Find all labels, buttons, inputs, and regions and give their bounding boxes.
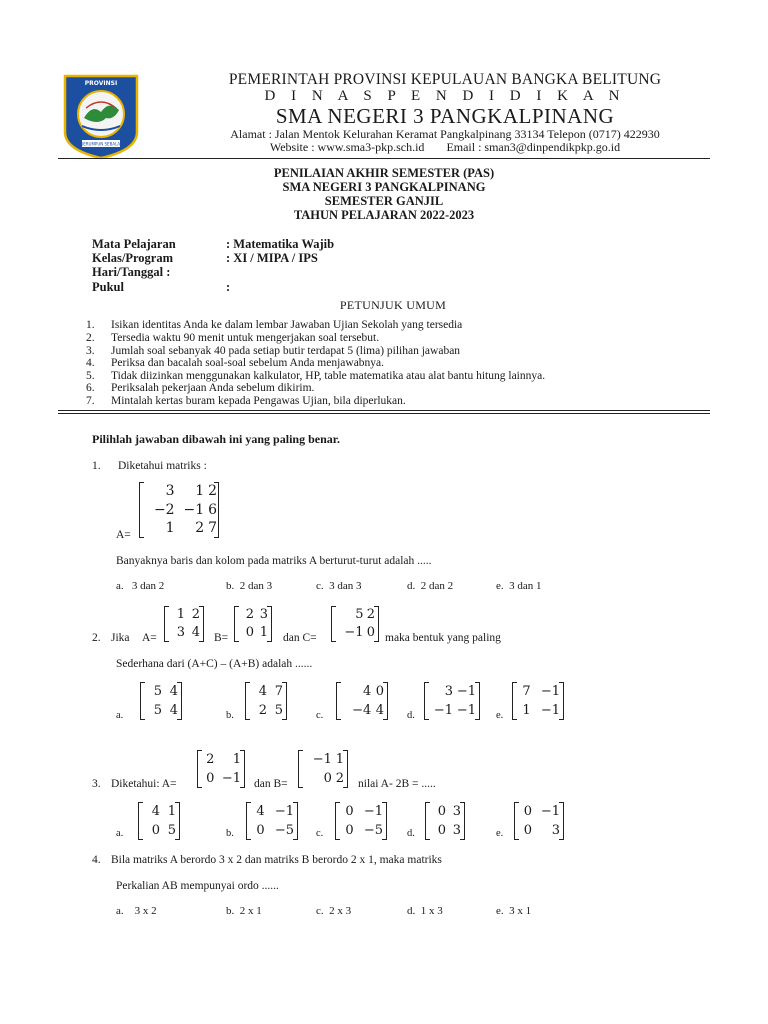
matrix-cell: 2 bbox=[195, 520, 205, 536]
matrix-cell: −1 bbox=[433, 703, 453, 718]
email-text: Email : sman3@dinpendikpkp.go.id bbox=[446, 140, 621, 154]
option-text: 2 x 1 bbox=[239, 905, 262, 917]
instruction-number: 3. bbox=[86, 345, 95, 357]
matrix-cell: 0 bbox=[151, 823, 160, 838]
instructions-heading: PETUNJUK UMUM bbox=[339, 298, 447, 312]
q3-option-a[interactable] bbox=[138, 802, 180, 840]
matrix-cell: 0 bbox=[323, 771, 332, 786]
matrix-cell: 0 bbox=[366, 625, 375, 640]
bracket-left bbox=[512, 682, 517, 720]
matrix-cell: 7 bbox=[522, 684, 531, 699]
q1-option-d[interactable] bbox=[407, 580, 453, 592]
exam-title: PENILAIAN AKHIR SEMESTER (PAS) bbox=[273, 166, 495, 180]
matrix-cell: 2 bbox=[335, 771, 344, 786]
q2-tail: maka bentuk yang paling bbox=[385, 632, 501, 644]
bracket-left bbox=[425, 802, 430, 840]
q4-number: 4. bbox=[92, 854, 101, 866]
instruction-text: Tidak diizinkan menggunakan kalkulator, HP, table matematika atau alat bantu hitung lainnya. bbox=[111, 370, 546, 382]
q1-question: Banyaknya baris dan kolom pada matriks A berturut-turut adalah ..... bbox=[116, 555, 432, 567]
matrix-cell: −1 bbox=[456, 684, 476, 699]
option-text: 3 dan 3 bbox=[329, 580, 362, 592]
q3-option-a-letter[interactable]: a. bbox=[116, 828, 124, 839]
matrix-cell: 2 bbox=[191, 607, 200, 622]
q1-option-b[interactable] bbox=[226, 580, 272, 592]
identity-label: Mata Pelajaran bbox=[92, 237, 176, 251]
q3-option-d[interactable] bbox=[425, 802, 465, 840]
q3-option-b-letter[interactable]: b. bbox=[226, 828, 234, 839]
q4-option-a[interactable] bbox=[116, 905, 157, 917]
school-contact bbox=[140, 140, 750, 155]
q2-matrix-c bbox=[331, 606, 379, 642]
school-name: SMA NEGERI 3 PANGKALPINANG bbox=[275, 104, 615, 128]
option-letter: a. bbox=[116, 905, 124, 917]
q2-b-label: B= bbox=[214, 632, 229, 644]
q3-text: Diketahui: A= bbox=[111, 778, 177, 790]
logo-motto-text: SERUMPUN SEBALAI bbox=[80, 141, 122, 147]
option-letter: b. bbox=[226, 580, 235, 592]
q2-option-b[interactable] bbox=[245, 682, 287, 720]
matrix-cell: −1 bbox=[363, 804, 383, 819]
matrix-cell: 7 bbox=[208, 520, 217, 536]
q1-matrix-label: A= bbox=[116, 529, 131, 541]
matrix-cell: −1 bbox=[540, 703, 560, 718]
matrix-cell: 0 bbox=[245, 625, 254, 640]
matrix-cell: 5 bbox=[355, 607, 364, 622]
matrix-cell: 3 bbox=[452, 823, 461, 838]
bracket-left bbox=[424, 682, 429, 720]
matrix-cell: −1 bbox=[274, 804, 294, 819]
q4-option-e[interactable] bbox=[496, 905, 531, 917]
q1-number: 1. bbox=[92, 460, 101, 472]
matrix-cell: 0 bbox=[523, 804, 533, 819]
q2-a-label: A= bbox=[142, 632, 157, 644]
matrix-cell: 4 bbox=[258, 684, 267, 699]
q2-line2: Sederhana dari (A+C) – (A+B) adalah ...... bbox=[116, 658, 313, 670]
matrix-cell: 4 bbox=[191, 625, 200, 640]
q4-text: Bila matriks A berordo 3 x 2 dan matriks B berordo 2 x 1, maka matriks bbox=[111, 854, 442, 866]
option-text: 3 x 2 bbox=[134, 905, 157, 917]
bracket-left bbox=[138, 802, 143, 840]
matrix-cell: 3 bbox=[452, 804, 461, 819]
option-letter: c. bbox=[316, 580, 324, 592]
q3-option-c[interactable] bbox=[335, 802, 387, 840]
q3-option-c-letter[interactable]: c. bbox=[316, 828, 324, 839]
q3-option-e-letter[interactable]: e. bbox=[496, 828, 504, 839]
matrix-cell: 2 bbox=[206, 752, 215, 767]
matrix-cell: 1 bbox=[195, 483, 205, 499]
matrix-cell: 0 bbox=[437, 804, 446, 819]
identity-value: : XI / MIPA / IPS bbox=[226, 251, 318, 265]
province-emblem-logo bbox=[62, 74, 140, 160]
q1-option-c[interactable] bbox=[316, 580, 362, 592]
q2-c-label: dan C= bbox=[283, 632, 317, 644]
matrix-cell: −1 bbox=[540, 804, 560, 819]
matrix-cell: 2 bbox=[366, 607, 375, 622]
option-letter: a. bbox=[116, 580, 124, 592]
logo-provinsi-text: PROVINSI bbox=[84, 80, 118, 87]
bracket-left bbox=[197, 750, 202, 788]
option-letter: d. bbox=[407, 580, 416, 592]
matrix-cell: 3 bbox=[259, 607, 268, 622]
option-text: 3 x 1 bbox=[509, 905, 532, 917]
government-name: PEMERINTAH PROVINSI KEPULAUAN BANGKA BELITUNG bbox=[228, 71, 662, 88]
matrix-cell: 7 bbox=[274, 684, 283, 699]
option-text: 2 dan 2 bbox=[420, 580, 454, 592]
q2-option-e-letter[interactable]: e. bbox=[496, 710, 504, 721]
matrix-cell: 3 bbox=[165, 483, 175, 499]
answer-directive: Pilihlah jawaban dibawah ini yang paling benar. bbox=[92, 432, 340, 446]
matrix-cell: 0 bbox=[206, 771, 215, 786]
option-text: 1 x 3 bbox=[420, 905, 443, 917]
instruction-item bbox=[86, 357, 384, 369]
instruction-item bbox=[86, 382, 314, 394]
q2-matrix-b bbox=[234, 606, 272, 642]
matrix-cell: 4 bbox=[375, 703, 384, 718]
exam-school: SMA NEGERI 3 PANGKALPINANG bbox=[282, 180, 486, 194]
header-divider bbox=[58, 158, 710, 159]
matrix-cell: −1 bbox=[183, 501, 205, 518]
bracket-left bbox=[246, 802, 251, 840]
identity-value: : Matematika Wajib bbox=[226, 237, 335, 251]
option-text: 3 dan 1 bbox=[509, 580, 542, 592]
matrix-cell: 4 bbox=[169, 703, 178, 718]
instruction-text: Isikan identitas Anda ke dalam lembar Jawaban Ujian Sekolah yang tersedia bbox=[111, 319, 463, 331]
matrix-cell: −5 bbox=[363, 823, 383, 838]
matrix-cell: 1 bbox=[335, 752, 344, 767]
matrix-cell: −1 bbox=[312, 752, 332, 767]
identity-value: : bbox=[226, 280, 231, 294]
matrix-cell: 6 bbox=[208, 501, 217, 518]
matrix-cell: 0 bbox=[256, 823, 265, 838]
matrix-cell: 1 bbox=[165, 520, 175, 536]
matrix-cell: 0 bbox=[345, 823, 354, 838]
q3-matrix-b bbox=[298, 750, 348, 788]
q2-option-c-letter[interactable]: c. bbox=[316, 710, 324, 721]
option-letter: e. bbox=[496, 905, 504, 917]
matrix-cell: 5 bbox=[153, 703, 162, 718]
q3-number: 3. bbox=[92, 778, 101, 790]
bracket-left bbox=[331, 606, 336, 642]
q2-jika: Jika bbox=[111, 632, 130, 644]
q1-matrix-a bbox=[139, 482, 219, 538]
bracket-left bbox=[336, 682, 341, 720]
instruction-number: 4. bbox=[86, 357, 95, 369]
matrix-cell: −1 bbox=[456, 703, 476, 718]
q2-option-a-letter[interactable]: a. bbox=[116, 710, 124, 721]
instructions-divider bbox=[58, 410, 710, 411]
instruction-number: 5. bbox=[86, 370, 95, 382]
exam-semester: SEMESTER GANJIL bbox=[324, 194, 444, 208]
exam-year: TAHUN PELAJARAN 2022-2023 bbox=[293, 208, 475, 222]
q3-option-b[interactable] bbox=[246, 802, 298, 840]
matrix-cell: 1 bbox=[167, 804, 176, 819]
matrix-cell: −1 bbox=[540, 684, 560, 699]
instruction-text: Mintalah kertas buram kepada Pengawas Ujian, bila diperlukan. bbox=[111, 395, 406, 407]
option-text: 2 dan 3 bbox=[239, 580, 273, 592]
matrix-cell: 3 bbox=[176, 625, 185, 640]
matrix-cell: 1 bbox=[259, 625, 268, 640]
identity-label: Kelas/Program bbox=[92, 251, 173, 265]
matrix-cell: 0 bbox=[375, 684, 384, 699]
matrix-cell: 3 bbox=[444, 684, 453, 699]
instruction-text: Jumlah soal sebanyak 40 pada setiap butir terdapat 5 (lima) pilihan jawaban bbox=[111, 345, 461, 357]
instruction-item bbox=[86, 370, 545, 382]
matrix-cell: 1 bbox=[232, 752, 241, 767]
matrix-cell: 0 bbox=[523, 823, 533, 838]
option-letter: c. bbox=[316, 905, 324, 917]
q4-line2: Perkalian AB mempunyai ordo ...... bbox=[116, 880, 279, 892]
identity-label: Hari/Tanggal : bbox=[92, 265, 171, 279]
bracket-left bbox=[234, 606, 239, 642]
q1-option-e[interactable] bbox=[496, 580, 542, 592]
option-text: 2 x 3 bbox=[329, 905, 352, 917]
q3-matrix-a bbox=[197, 750, 245, 788]
matrix-cell: 2 bbox=[258, 703, 267, 718]
q4-option-c[interactable] bbox=[316, 905, 351, 917]
matrix-cell: −4 bbox=[352, 703, 372, 718]
q2-option-a[interactable] bbox=[140, 682, 182, 720]
matrix-cell: 4 bbox=[363, 684, 372, 699]
q3-option-e[interactable] bbox=[514, 802, 564, 840]
matrix-cell: 1 bbox=[522, 703, 531, 718]
website-text: Website : www.sma3-pkp.sch.id bbox=[269, 140, 425, 154]
school-address: Alamat : Jalan Mentok Kelurahan Keramat Pangkalpinang 33134 Telepon (0717) 422930 bbox=[230, 127, 660, 141]
q2-option-e[interactable] bbox=[512, 682, 564, 720]
identity-label: Pukul bbox=[92, 280, 124, 294]
q3-b-label: dan B= bbox=[254, 778, 288, 790]
matrix-cell: 4 bbox=[169, 684, 178, 699]
matrix-cell: 0 bbox=[437, 823, 446, 838]
option-letter: e. bbox=[496, 580, 504, 592]
q2-matrix-a bbox=[164, 606, 204, 642]
instruction-item bbox=[86, 319, 462, 331]
matrix-cell: −2 bbox=[153, 501, 175, 518]
instruction-item bbox=[86, 332, 379, 344]
bracket-left bbox=[298, 750, 303, 788]
bracket-left bbox=[140, 682, 145, 720]
matrix-cell: 2 bbox=[208, 483, 217, 499]
q2-option-b-letter[interactable]: b. bbox=[226, 710, 234, 721]
matrix-cell: 4 bbox=[256, 804, 265, 819]
instruction-number: 1. bbox=[86, 319, 95, 331]
matrix-cell: −1 bbox=[344, 625, 364, 640]
instruction-text: Periksa dan bacalah soal-soal sebelum Anda menjawabnya. bbox=[111, 357, 385, 369]
department-name: D I N A S P E N D I D I K A N bbox=[264, 88, 626, 104]
instruction-number: 7. bbox=[86, 395, 95, 407]
matrix-cell: 5 bbox=[274, 703, 283, 718]
matrix-cell: 5 bbox=[167, 823, 176, 838]
bracket-left bbox=[245, 682, 250, 720]
q3-option-d-letter[interactable]: d. bbox=[407, 828, 415, 839]
instruction-text: Tersedia waktu 90 menit untuk mengerjakan soal tersebut. bbox=[111, 332, 380, 344]
matrix-cell: 5 bbox=[153, 684, 162, 699]
q4-option-d[interactable] bbox=[407, 905, 443, 917]
instruction-item bbox=[86, 345, 460, 357]
matrix-cell: 3 bbox=[551, 823, 560, 838]
instruction-number: 6. bbox=[86, 382, 95, 394]
matrix-cell: 0 bbox=[345, 804, 354, 819]
q2-number: 2. bbox=[92, 632, 101, 644]
option-text: 3 dan 2 bbox=[131, 580, 165, 592]
instructions-divider-thin bbox=[58, 413, 710, 414]
q2-option-c[interactable] bbox=[336, 682, 388, 720]
q2-option-d-letter[interactable]: d. bbox=[407, 710, 415, 721]
option-letter: b. bbox=[226, 905, 235, 917]
bracket-left bbox=[514, 802, 519, 840]
q1-option-a[interactable] bbox=[116, 580, 164, 592]
bracket-left bbox=[139, 482, 144, 538]
matrix-cell: 4 bbox=[151, 804, 160, 819]
bracket-left bbox=[335, 802, 340, 840]
instruction-number: 2. bbox=[86, 332, 95, 344]
bracket-left bbox=[164, 606, 169, 642]
matrix-cell: −1 bbox=[221, 771, 241, 786]
matrix-cell: 1 bbox=[176, 607, 185, 622]
matrix-cell: −5 bbox=[274, 823, 294, 838]
q3-tail: nilai A- 2B = ..... bbox=[358, 778, 436, 790]
q2-option-d[interactable] bbox=[424, 682, 480, 720]
instruction-item bbox=[86, 395, 406, 407]
q1-text: Diketahui matriks : bbox=[118, 460, 207, 472]
instruction-text: Periksalah pekerjaan Anda sebelum dikirim. bbox=[111, 382, 315, 394]
matrix-cell: 2 bbox=[245, 607, 254, 622]
option-letter: d. bbox=[407, 905, 416, 917]
q4-option-b[interactable] bbox=[226, 905, 262, 917]
